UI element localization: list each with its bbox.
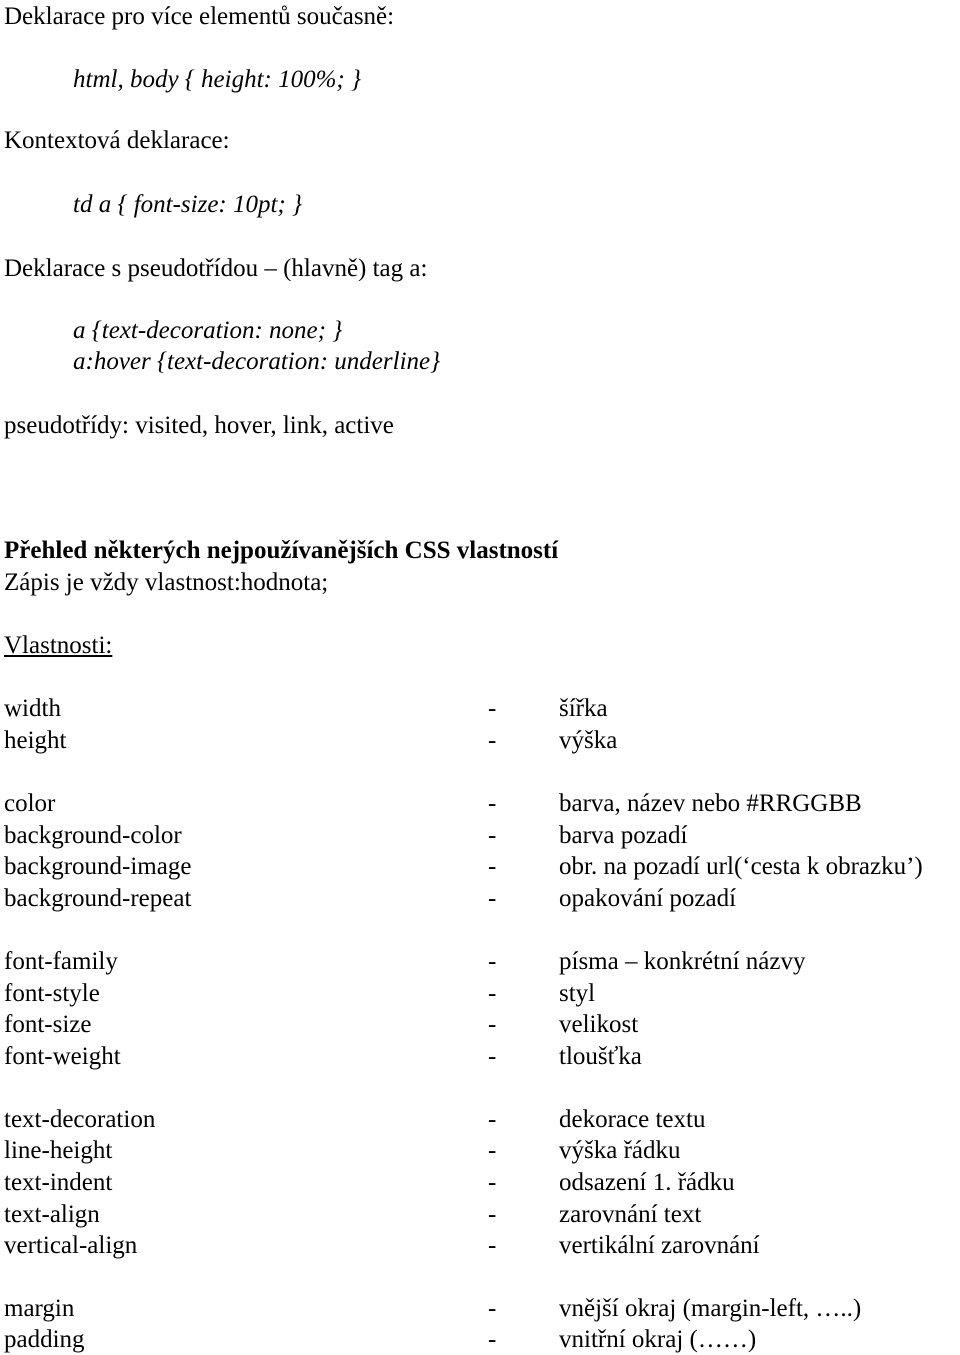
property-description: dekorace textu (559, 1106, 706, 1133)
property-row-font-weight (0, 1044, 960, 1070)
property-row-font-family (0, 949, 960, 975)
property-dash: - (488, 980, 497, 1007)
property-dash: - (488, 822, 497, 849)
property-name: font-weight (4, 1043, 121, 1070)
property-row-width (0, 696, 960, 722)
property-name: height (4, 727, 67, 754)
property-description: vnitřní okraj (……) (559, 1326, 757, 1353)
property-name: color (4, 790, 56, 817)
property-name: text-align (4, 1201, 100, 1228)
property-row-color (0, 791, 960, 817)
property-row-height (0, 728, 960, 754)
property-dash: - (488, 1295, 497, 1322)
property-name: vertical-align (4, 1232, 138, 1259)
property-description: výška řádku (559, 1137, 681, 1164)
pseudo-heading: Deklarace s pseudotřídou – (hlavně) tag a: (4, 255, 428, 282)
context-heading: Kontextová deklarace: (4, 127, 230, 154)
property-description: velikost (559, 1011, 639, 1038)
property-row-text-decoration (0, 1107, 960, 1133)
property-description: styl (559, 980, 596, 1007)
property-dash: - (488, 1232, 497, 1259)
pseudo-code-line-2: a:hover {text-decoration: underline} (73, 348, 441, 375)
property-row-padding (0, 1327, 960, 1353)
property-description: barva pozadí (559, 822, 688, 849)
property-description: tloušťka (559, 1043, 642, 1070)
property-name: margin (4, 1295, 75, 1322)
property-row-background-color (0, 823, 960, 849)
property-dash: - (488, 1043, 497, 1070)
property-row-line-height (0, 1138, 960, 1164)
property-dash: - (488, 1201, 497, 1228)
property-row-margin (0, 1296, 960, 1322)
property-name: font-family (4, 948, 118, 975)
property-row-font-size (0, 1012, 960, 1038)
overview-title: Přehled některých nejpoužívanějších CSS vlastností (4, 537, 559, 564)
property-name: background-color (4, 822, 182, 849)
context-code: td a { font-size: 10pt; } (73, 191, 303, 218)
property-name: background-image (4, 853, 192, 880)
property-dash: - (488, 727, 497, 754)
pseudo-code-line-1: a {text-decoration: none; } (73, 317, 343, 344)
property-row-background-repeat (0, 886, 960, 912)
multi-element-heading: Deklarace pro více elementů současně: (4, 3, 395, 30)
property-dash: - (488, 1326, 497, 1353)
property-dash: - (488, 853, 497, 880)
property-dash: - (488, 885, 497, 912)
property-dash: - (488, 1169, 497, 1196)
property-description: vnější okraj (margin-left, …..) (559, 1295, 862, 1322)
property-dash: - (488, 1137, 497, 1164)
property-name: text-indent (4, 1169, 113, 1196)
properties-heading: Vlastnosti: (4, 632, 113, 659)
property-name: width (4, 695, 61, 722)
property-name: font-size (4, 1011, 92, 1038)
property-name: text-decoration (4, 1106, 156, 1133)
property-dash: - (488, 695, 497, 722)
property-name: padding (4, 1326, 85, 1353)
property-description: výška (559, 727, 618, 754)
syntax-note: Zápis je vždy vlastnost:hodnota; (4, 569, 329, 596)
property-name: line-height (4, 1137, 113, 1164)
property-description: obr. na pozadí url(‘cesta k obrazku’) (559, 853, 923, 880)
property-description: opakování pozadí (559, 885, 737, 912)
property-description: písma – konkrétní názvy (559, 948, 806, 975)
property-name: background-repeat (4, 885, 192, 912)
property-description: šířka (559, 695, 608, 722)
property-row-vertical-align (0, 1233, 960, 1259)
property-description: zarovnání text (559, 1201, 702, 1228)
property-row-background-image (0, 854, 960, 880)
pseudo-class-list: pseudotřídy: visited, hover, link, active (4, 412, 394, 439)
property-dash: - (488, 790, 497, 817)
property-description: vertikální zarovnání (559, 1232, 760, 1259)
property-row-text-indent (0, 1170, 960, 1196)
property-row-text-align (0, 1202, 960, 1228)
property-description: barva, název nebo #RRGGBB (559, 790, 862, 817)
property-name: font-style (4, 980, 100, 1007)
property-dash: - (488, 948, 497, 975)
property-description: odsazení 1. řádku (559, 1169, 735, 1196)
property-row-font-style (0, 981, 960, 1007)
property-dash: - (488, 1011, 497, 1038)
multi-element-code: html, body { height: 100%; } (73, 66, 362, 93)
property-dash: - (488, 1106, 497, 1133)
